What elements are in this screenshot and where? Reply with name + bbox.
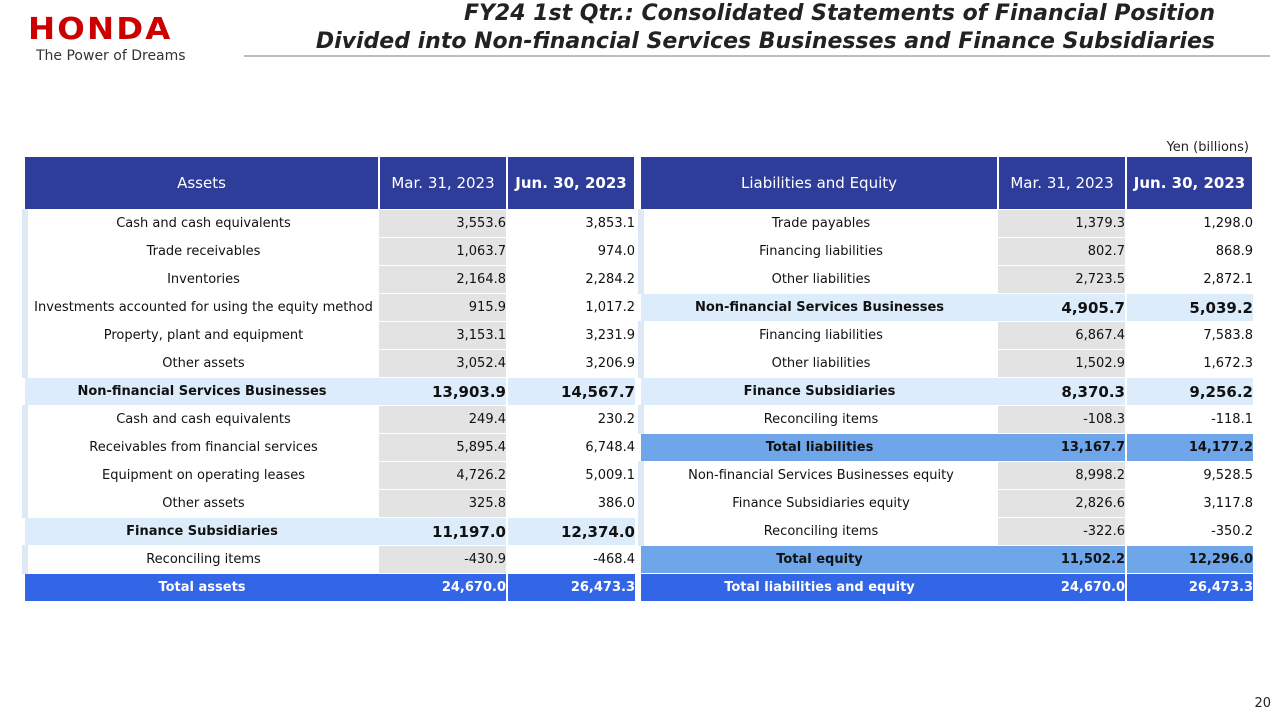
value-mar-2023: 11,197.0 [379, 518, 507, 546]
table-row [25, 378, 635, 406]
honda-logo [22, 14, 222, 64]
row-label: Reconciling items [641, 518, 998, 546]
value-jun-2023: 6,748.4 [507, 434, 635, 462]
value-mar-2023: 11,502.2 [998, 546, 1126, 574]
value-jun-2023: -468.4 [507, 546, 635, 574]
value-mar-2023: 2,723.5 [998, 266, 1126, 294]
row-label: Other liabilities [641, 266, 998, 294]
value-mar-2023: 13,167.7 [998, 434, 1126, 462]
row-label: Finance Subsidiaries equity [641, 490, 998, 518]
value-jun-2023: 2,872.1 [1126, 266, 1253, 294]
value-mar-2023: 249.4 [379, 406, 507, 434]
row-label: Receivables from financial services [25, 434, 379, 462]
row-label: Non-financial Services Businesses equity [641, 462, 998, 490]
row-label: Cash and cash equivalents [25, 210, 379, 238]
value-mar-2023: 1,379.3 [998, 210, 1126, 238]
value-mar-2023: 802.7 [998, 238, 1126, 266]
table-row [641, 266, 1253, 294]
liabilities-header-jun: Jun. 30, 2023 [1126, 157, 1253, 210]
row-label: Non-financial Services Businesses [641, 294, 998, 322]
table-row [25, 294, 635, 322]
value-jun-2023: 14,177.2 [1126, 434, 1253, 462]
value-mar-2023: 2,164.8 [379, 266, 507, 294]
table-row [25, 462, 635, 490]
assets-header-label: Assets [25, 157, 379, 210]
value-mar-2023: 3,153.1 [379, 322, 507, 350]
title-line-1: FY24 1st Qtr.: Consolidated Statements of Financial Position [463, 1, 1215, 26]
table-row [25, 406, 635, 434]
value-mar-2023: 13,903.9 [379, 378, 507, 406]
page-number: 20 [1254, 696, 1271, 711]
row-label: Non-financial Services Businesses [25, 378, 379, 406]
row-label: Inventories [25, 266, 379, 294]
assets-table [22, 157, 636, 601]
value-jun-2023: 7,583.8 [1126, 322, 1253, 350]
row-label: Finance Subsidiaries [25, 518, 379, 546]
table-row [641, 490, 1253, 518]
value-jun-2023: -118.1 [1126, 406, 1253, 434]
row-label: Total liabilities [641, 434, 998, 462]
value-jun-2023: 9,528.5 [1126, 462, 1253, 490]
table-row [25, 322, 635, 350]
value-mar-2023: 8,370.3 [998, 378, 1126, 406]
row-label: Property, plant and equipment [25, 322, 379, 350]
value-jun-2023: 230.2 [507, 406, 635, 434]
value-mar-2023: 6,867.4 [998, 322, 1126, 350]
row-label: Reconciling items [641, 406, 998, 434]
table-row [641, 294, 1253, 322]
row-label: Total equity [641, 546, 998, 574]
value-mar-2023: 24,670.0 [998, 574, 1126, 602]
table-row [641, 322, 1253, 350]
table-row [641, 350, 1253, 378]
row-label: Total assets [25, 574, 379, 602]
value-mar-2023: -108.3 [998, 406, 1126, 434]
row-label: Financing liabilities [641, 238, 998, 266]
table-row [641, 210, 1253, 238]
value-jun-2023: 12,374.0 [507, 518, 635, 546]
value-mar-2023: 3,553.6 [379, 210, 507, 238]
table-row [25, 518, 635, 546]
row-label: Other assets [25, 490, 379, 518]
value-mar-2023: 3,052.4 [379, 350, 507, 378]
title-divider [244, 55, 1270, 57]
table-row [641, 546, 1253, 574]
value-jun-2023: 5,039.2 [1126, 294, 1253, 322]
table-row [25, 350, 635, 378]
logo-tagline: The Power of Dreams [36, 48, 186, 64]
table-row [641, 518, 1253, 546]
row-label: Reconciling items [25, 546, 379, 574]
row-label: Other assets [25, 350, 379, 378]
table-row [25, 490, 635, 518]
value-mar-2023: -430.9 [379, 546, 507, 574]
value-mar-2023: 24,670.0 [379, 574, 507, 602]
row-label: Investments accounted for using the equity method [25, 294, 379, 322]
value-jun-2023: 14,567.7 [507, 378, 635, 406]
row-label: Trade receivables [25, 238, 379, 266]
value-mar-2023: -322.6 [998, 518, 1126, 546]
value-jun-2023: 12,296.0 [1126, 546, 1253, 574]
unit-label: Yen (billions) [1166, 140, 1249, 155]
row-label: Finance Subsidiaries [641, 378, 998, 406]
table-row [641, 238, 1253, 266]
title-line-2: Divided into Non-financial Services Businesses and Finance Subsidiaries [315, 29, 1215, 54]
value-jun-2023: 26,473.3 [1126, 574, 1253, 602]
row-label: Cash and cash equivalents [25, 406, 379, 434]
value-mar-2023: 2,826.6 [998, 490, 1126, 518]
table-row [25, 238, 635, 266]
value-mar-2023: 1,063.7 [379, 238, 507, 266]
value-jun-2023: 3,231.9 [507, 322, 635, 350]
table-row [25, 266, 635, 294]
table-row [25, 434, 635, 462]
value-mar-2023: 5,895.4 [379, 434, 507, 462]
value-mar-2023: 1,502.9 [998, 350, 1126, 378]
value-jun-2023: 386.0 [507, 490, 635, 518]
value-jun-2023: 9,256.2 [1126, 378, 1253, 406]
value-jun-2023: 1,298.0 [1126, 210, 1253, 238]
row-label: Total liabilities and equity [641, 574, 998, 602]
value-jun-2023: 1,672.3 [1126, 350, 1253, 378]
assets-header-row [25, 157, 635, 210]
table-row [25, 210, 635, 238]
value-mar-2023: 915.9 [379, 294, 507, 322]
value-jun-2023: 868.9 [1126, 238, 1253, 266]
page-title [316, 0, 1215, 56]
assets-header-mar: Mar. 31, 2023 [379, 157, 507, 210]
table-row [25, 546, 635, 574]
value-jun-2023: -350.2 [1126, 518, 1253, 546]
value-jun-2023: 974.0 [507, 238, 635, 266]
liabilities-header-mar: Mar. 31, 2023 [998, 157, 1126, 210]
logo-wordmark: HONDA [28, 12, 173, 47]
liabilities-header-row [641, 157, 1253, 210]
table-row [641, 574, 1253, 602]
row-label: Other liabilities [641, 350, 998, 378]
value-jun-2023: 3,117.8 [1126, 490, 1253, 518]
value-mar-2023: 4,726.2 [379, 462, 507, 490]
assets-header-jun: Jun. 30, 2023 [507, 157, 635, 210]
table-row [641, 406, 1253, 434]
value-mar-2023: 8,998.2 [998, 462, 1126, 490]
value-jun-2023: 3,206.9 [507, 350, 635, 378]
value-mar-2023: 4,905.7 [998, 294, 1126, 322]
value-jun-2023: 1,017.2 [507, 294, 635, 322]
liabilities-header-label: Liabilities and Equity [641, 157, 998, 210]
value-jun-2023: 5,009.1 [507, 462, 635, 490]
table-row [641, 434, 1253, 462]
table-row [641, 462, 1253, 490]
value-mar-2023: 325.8 [379, 490, 507, 518]
value-jun-2023: 26,473.3 [507, 574, 635, 602]
table-row [641, 378, 1253, 406]
row-label: Financing liabilities [641, 322, 998, 350]
value-jun-2023: 2,284.2 [507, 266, 635, 294]
row-label: Equipment on operating leases [25, 462, 379, 490]
liabilities-equity-table [638, 157, 1254, 601]
value-jun-2023: 3,853.1 [507, 210, 635, 238]
row-label: Trade payables [641, 210, 998, 238]
table-row [25, 574, 635, 602]
